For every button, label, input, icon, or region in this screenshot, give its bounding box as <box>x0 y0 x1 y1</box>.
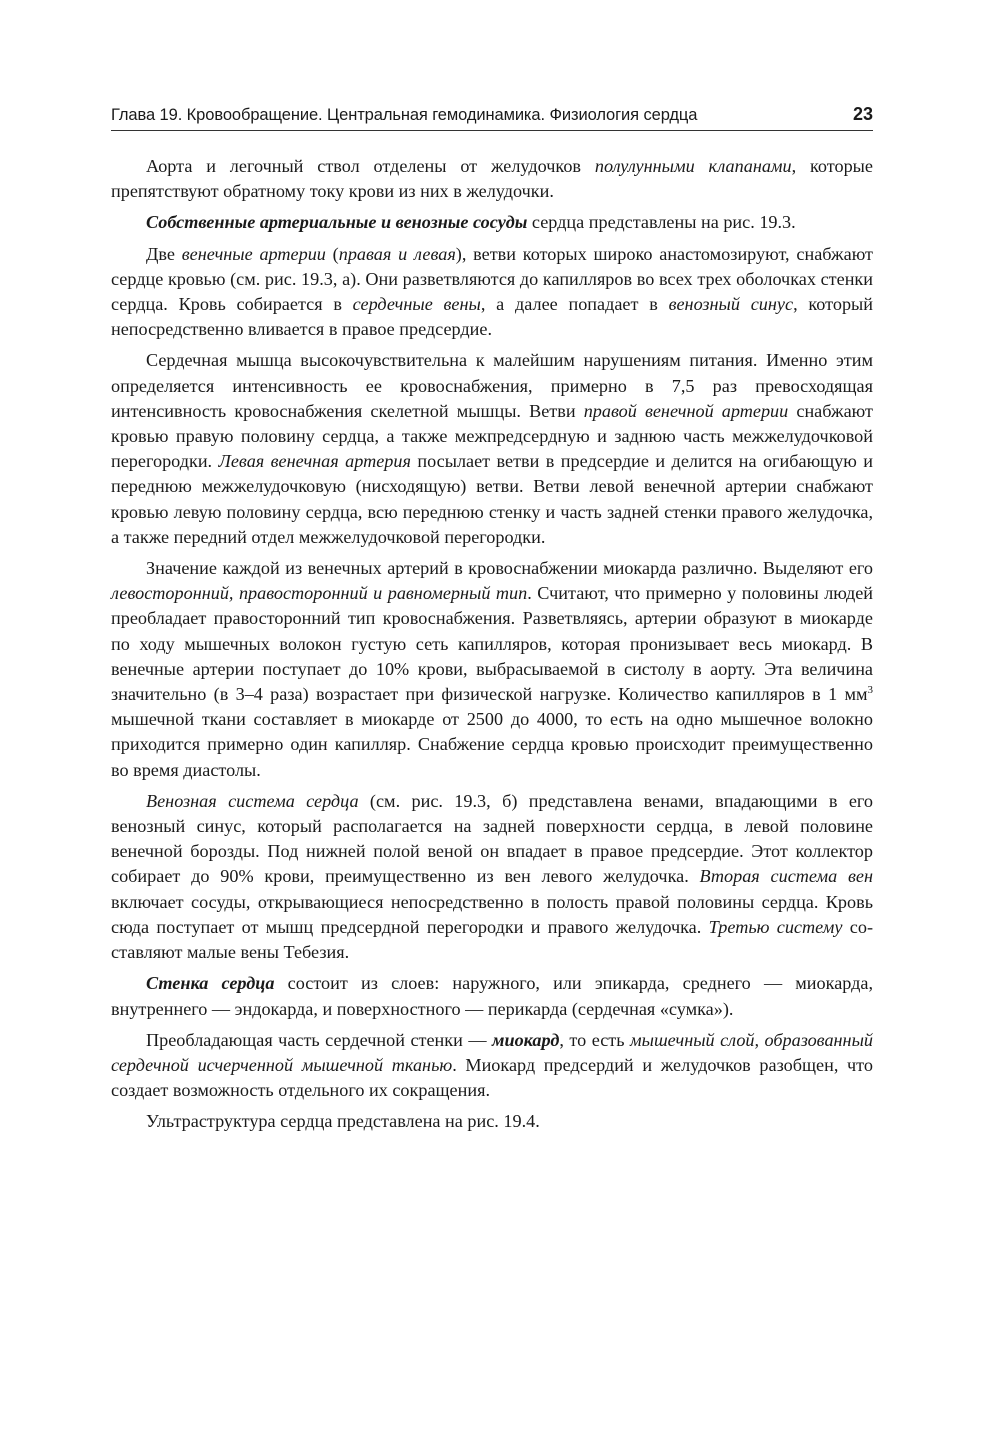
text-run: Значение каждой из венечных артерий в кровоснабжении миокарда различно. Выделяют его <box>146 558 873 579</box>
paragraph <box>111 789 873 965</box>
text-run: ( <box>325 243 339 264</box>
emphasis-text: левосторонний, правосторонний и равномерный тип <box>111 583 528 604</box>
emphasis-text: сердечные вены <box>352 294 481 315</box>
emphasis-text: Левая венечная артерия <box>218 451 411 472</box>
emphasis-text: правой венечной артерии <box>583 400 789 421</box>
paragraph <box>111 1109 873 1134</box>
paragraph <box>111 556 873 783</box>
emphasis-text: полулунными клапанами <box>594 156 792 176</box>
emphasis-text: мышечный слой, образованный сердечной исчерченной мышечной тканью <box>111 1029 873 1075</box>
text-run: включает сосуды, открывающиеся непосредственно в полость правой половины сердца. Кровь сюда поступает от мышц предсердной перегородки и правого желудочка. <box>111 891 873 937</box>
page-number: 23 <box>852 104 873 124</box>
chapter-title: Глава 19. Кровообращение. Центральная гемодинамика. Физиология сердца <box>111 106 698 124</box>
text-run: Две <box>146 243 182 264</box>
text-run: состоит из слоев: наружного, или эпикарда, среднего — миокарда, внутреннего — эндокарда, и поверхностного — перикарда (сердечная «сумка»). <box>111 973 873 1019</box>
text-run: , то есть <box>559 1029 631 1050</box>
text-run: мышечной ткани составляет в миокарде от 2500 до 4000, то есть на одно мышечное волокно приходится примерно один капилляр. Снабжение сердца кровью происходит преимущественно во время диастолы. <box>111 709 873 780</box>
paragraph <box>111 154 873 204</box>
emphasis-text: Стенка сердца <box>146 973 275 994</box>
paragraph <box>111 210 873 235</box>
text-run: снабжают кровью правую половину сердца, а также межпредсердную и заднюю часть межжелудочковой перегородки. <box>111 400 873 472</box>
emphasis-text: Венозная система сердца <box>146 790 359 811</box>
text-run: . Считают, что примерно у половины людей преобладает правосторонний тип кровоснабжения. Разветвляясь, артерии образуют в миокарде по ходу мышечных волокон густую сеть капилляров, которая пронизывает весь миокард. В венечные артерии поступает до 10% крови, выбрасываемой в систолу в аорту. Эта величина значительно (в 3–4 раза) возрастает при физической нагрузке. Количество капилляров в 1 мм <box>111 583 874 705</box>
paragraph <box>111 1028 873 1104</box>
running-header <box>111 104 873 131</box>
emphasis-text: Третью систему <box>708 916 843 937</box>
emphasis-text: венозный синус <box>668 294 794 315</box>
text-run: . Миокард предсердий и желудочков разобщен, что создает возможность отдельного их сокращения. <box>111 1054 873 1101</box>
text-run: сердца представлены на рис. 19.3. <box>527 212 796 233</box>
emphasis-text: Вторая система вен <box>699 866 874 887</box>
text-run: Ультраструктура сердца представлена на рис. 19.4. <box>146 1111 540 1132</box>
paragraph <box>111 348 873 550</box>
body-text <box>111 154 873 1141</box>
text-run: составляют малые вены Тебезия. <box>111 916 874 963</box>
emphasis-text: миокард <box>492 1029 560 1050</box>
paragraph <box>111 242 873 343</box>
text-run: , а далее попадает в <box>480 294 669 315</box>
text-run: (см. рис. 19.3, б) представлена венами, впадающими в его венозный синус, который располагается на задней поверхности сердца, в левой половине венечной борозды. Под нижней полой веной он впадает в правое предсердие. Этот коллектор собирает до 90% крови, преимущественно из вен левого желудочка. <box>111 790 873 887</box>
text-run: Преобладающая часть сердечной стенки — <box>146 1029 492 1050</box>
emphasis-text: правая и левая <box>338 243 456 264</box>
text-run: Аорта и легочный ствол отделены от желудочков <box>146 156 595 176</box>
emphasis-text: 3 <box>867 684 873 696</box>
text-run: , который непосредственно вливается в правое предсердие. <box>111 294 873 340</box>
text-run: посылает ветви в предсердие и делится на огибающую и переднюю межжелудочковую (нисходящую) ветви. Ветви левой венечной артерии снабжают кровью левую половину сердца, всю переднюю стенку и часть задней стенки правого желудочка, а также передний отдел межжелудочковой перегородки. <box>111 451 873 547</box>
emphasis-text: Собственные артериальные и венозные сосуды <box>146 212 528 233</box>
text-run: Сердечная мышца высокочувствительна к малейшим нарушениям питания. Именно этим определяется интенсивность ее кровоснабжения, примерно в 7,5 раз превосходящая интенсивность кровоснабжения скелетной мышцы. Ветви <box>111 350 873 421</box>
text-run: ), ветви которых широко анастомозируют, снабжают сердце кровью (см. рис. 19.3, а). Они разветвляются до капилляров во всех трех оболочках стенки сердца. Кровь собирается в <box>111 243 873 315</box>
emphasis-text: венечные артерии <box>181 243 326 264</box>
text-run: , которые препятствуют обратному току крови из них в желудочки. <box>111 156 873 202</box>
paragraph <box>111 971 873 1021</box>
